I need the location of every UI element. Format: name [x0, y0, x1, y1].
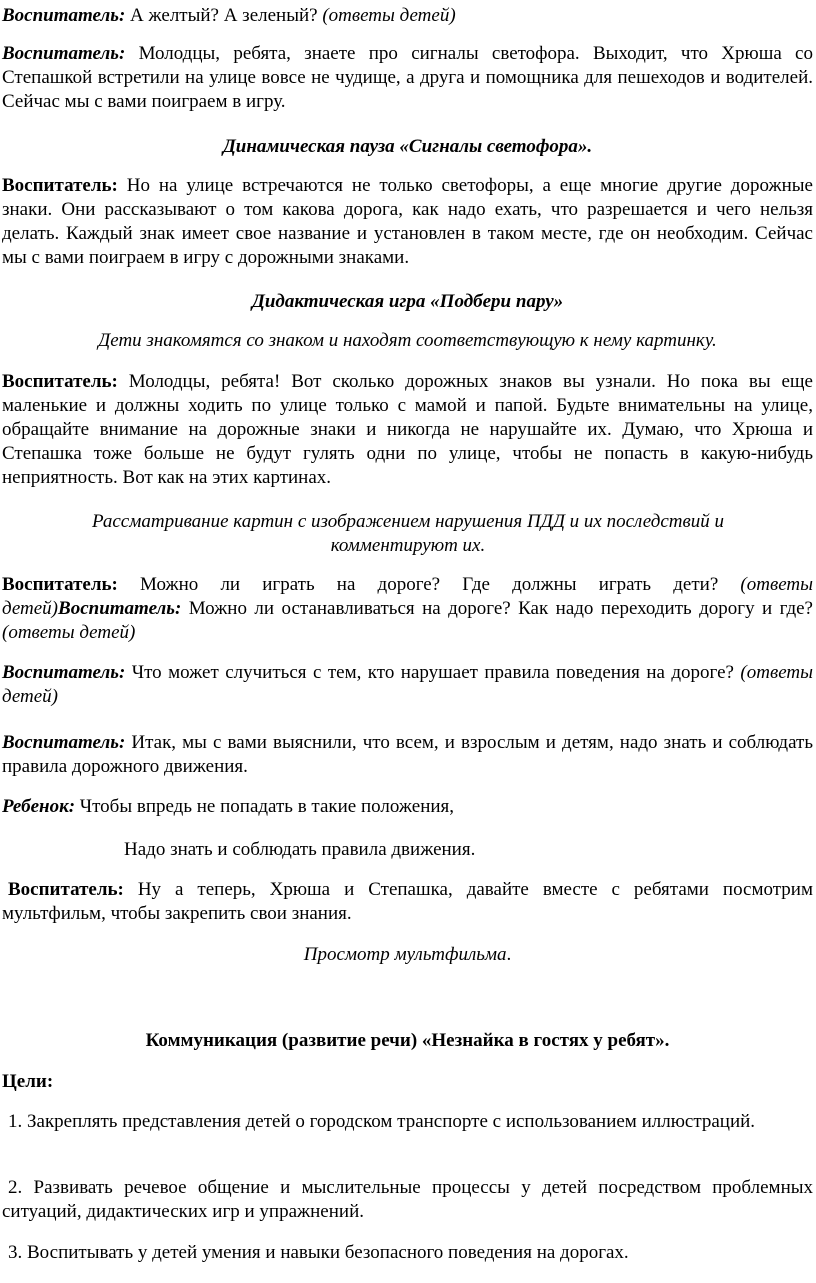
- speaker-label: Воспитатель:: [2, 574, 118, 595]
- children-answers-note: (ответы детей): [2, 622, 136, 643]
- dialogue-paragraph-6: [2, 661, 813, 709]
- children-answers-note: (ответы детей): [322, 5, 456, 26]
- speaker-label: Воспитатель:: [58, 598, 182, 619]
- lesson-heading: Коммуникация (развитие речи) «Незнайка в гостях у ребят».: [145, 1030, 670, 1051]
- goals-label: Цели:: [2, 1071, 54, 1092]
- dialogue-paragraph-8: [2, 878, 813, 926]
- stage-direction-3: Просмотр мультфильма.: [303, 944, 512, 965]
- dialogue-text: Молодцы, ребята, знаете про сигналы светофора. Выходит, что Хрюша со Степашкой встретили на улице вовсе не чудище, а друга и помощника для пешеходов и водителей. Сейчас мы с вами поиграем в игру.: [2, 43, 813, 112]
- speaker-label: Ребенок:: [2, 796, 76, 817]
- dialogue-paragraph-3: [2, 174, 813, 270]
- goal-item-2: 2. Развивать речевое общение и мыслительные процессы у детей посредством проблемных ситуаций, дидактических игр и упражнений.: [2, 1177, 813, 1222]
- stage-direction-2: Рассматривание картин с изображением нарушения ПДД и их последствий и комментируют их.: [91, 511, 725, 556]
- children-answers-note: (ответы детей): [2, 574, 813, 619]
- section-heading-dynamic-pause: Динамическая пауза «Сигналы светофора».: [222, 136, 593, 157]
- dialogue-paragraph-1: [2, 4, 813, 28]
- dialogue-text: Чтобы впредь не попадать в такие положения,: [75, 796, 455, 817]
- speaker-label: Воспитатель:: [2, 662, 126, 683]
- speaker-label: Воспитатель:: [8, 879, 124, 900]
- speaker-label: Воспитатель:: [2, 175, 118, 196]
- speaker-label: Воспитатель:: [2, 5, 126, 26]
- child-line-2: Надо знать и соблюдать правила движения.: [124, 839, 476, 860]
- goal-item-3: 3. Воспитывать у детей умения и навыки безопасного поведения на дорогах.: [8, 1242, 629, 1263]
- speaker-label: Воспитатель:: [2, 43, 126, 64]
- dialogue-text: Ну а теперь, Хрюша и Степашка, давайте вместе с ребятами посмотрим мультфильм, чтобы закрепить свои знания.: [2, 879, 813, 924]
- dialogue-text: А желтый? А зеленый?: [125, 5, 323, 26]
- speaker-label: Воспитатель:: [2, 371, 118, 392]
- children-answers-note: (ответы детей): [2, 662, 813, 707]
- dialogue-text: Но на улице встречаются не только светофоры, а еще многие другие дорожные знаки. Они рассказывают о том какова дорога, как надо ехать, что разрешается и чего нельзя делать. Каждый знак имеет свое название и установлен в таком месте, где он необходим. Сейчас мы с вами поиграем в игру с дорожными знаками.: [2, 175, 813, 268]
- dialogue-paragraph-4: [2, 370, 813, 490]
- dialogue-text: Молодцы, ребята! Вот сколько дорожных знаков вы узнали. Но пока вы еще маленькие и должны ходить по улице только с мамой и папой. Будьте внимательны на улице, обращайте внимание на дорожные знаки и никогда не нарушайте их. Думаю, что Хрюша и Степашка тоже больше не будут гулять одни по улице, чтобы не попасть в какую-нибудь неприятность. Вот как на этих картинах.: [2, 371, 813, 488]
- speaker-label: Воспитатель:: [2, 732, 126, 753]
- dialogue-paragraph-5: [2, 573, 813, 645]
- child-line-1: [2, 795, 813, 819]
- dialogue-paragraph-2: [2, 42, 813, 114]
- section-heading-didactic-game: Дидактическая игра «Подбери пару»: [251, 291, 564, 312]
- stage-direction-1: Дети знакомятся со знаком и находят соответствующую к нему картинку.: [98, 330, 717, 351]
- dialogue-paragraph-7: [2, 731, 813, 779]
- dialogue-text: Можно ли играть на дороге? Где должны играть дети?: [117, 574, 741, 595]
- dialogue-text: Что может случиться с тем, кто нарушает правила поведения на дороге?: [125, 662, 741, 683]
- goal-item-1: 1. Закреплять представления детей о городском транспорте с использованием иллюстраций.: [8, 1111, 756, 1132]
- dialogue-text: Можно ли останавливаться на дороге? Как надо переходить дорогу и где?: [181, 598, 813, 619]
- dialogue-text: Итак, мы с вами выяснили, что всем, и взрослым и детям, надо знать и соблюдать правила дорожного движения.: [2, 732, 813, 777]
